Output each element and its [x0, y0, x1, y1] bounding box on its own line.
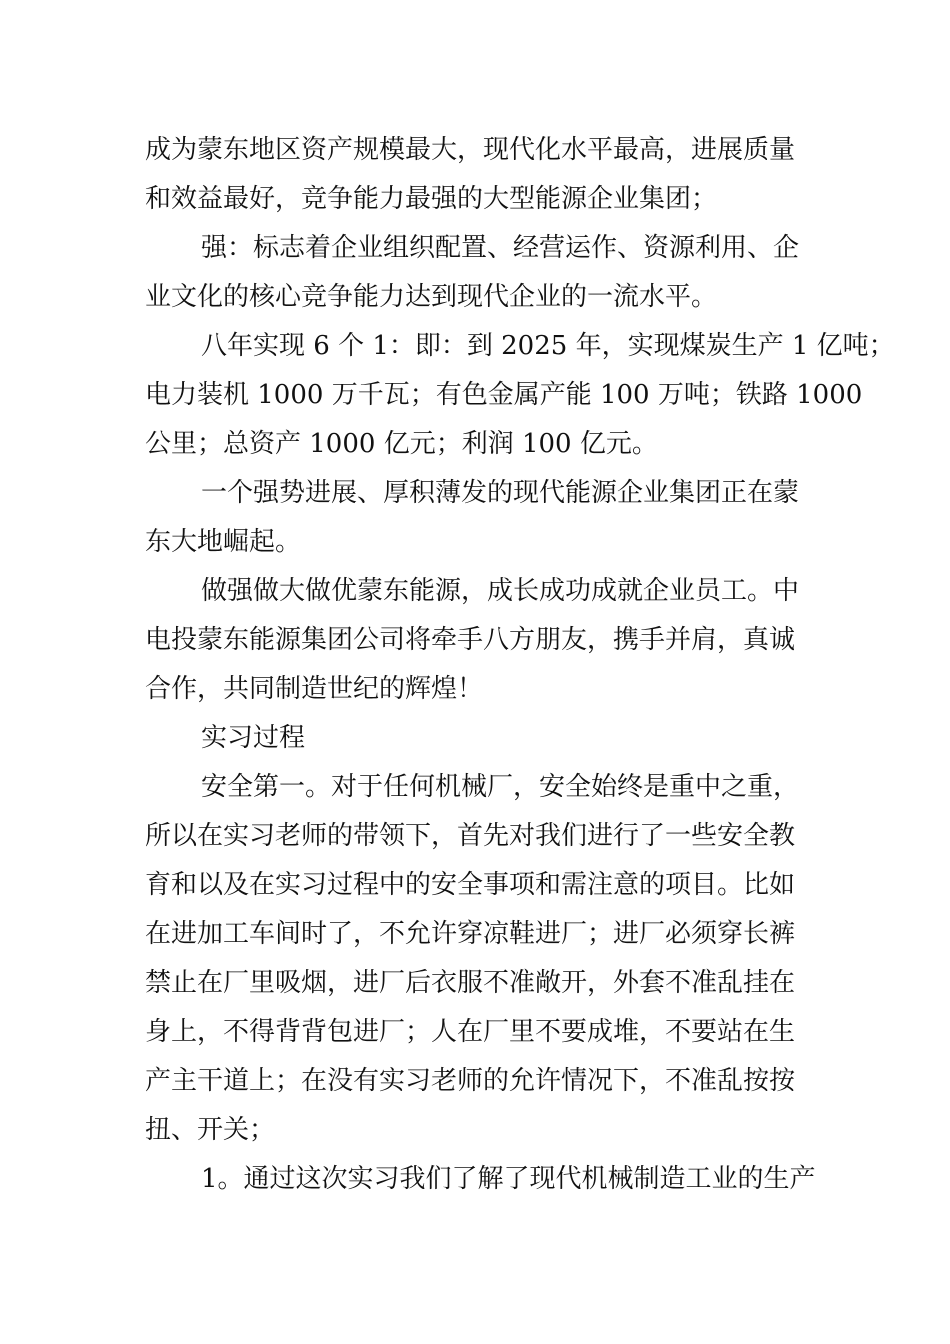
- text-line: 东大地崛起。: [145, 527, 302, 557]
- text-line: 安全第一。对于任何机械厂，安全始终是重中之重，: [201, 772, 800, 802]
- text-line: 产主干道上；在没有实习老师的允许情况下，不准乱按按: [145, 1066, 796, 1096]
- text-line: 做强做大做优蒙东能源，成长成功成就企业员工。中: [201, 576, 800, 606]
- text-line: 禁止在厂里吸烟，进厂后衣服不准敞开，外套不准乱挂在: [145, 968, 796, 998]
- text-line: 1。通过这次实习我们了解了现代机械制造工业的生产: [201, 1164, 816, 1194]
- text-line: 在进加工车间时了，不允许穿凉鞋进厂；进厂必须穿长裤: [145, 919, 796, 949]
- section-heading: 实习过程: [201, 723, 306, 753]
- text-line: 合作，共同制造世纪的辉煌！: [145, 674, 484, 704]
- text-line: 扭、开关；: [145, 1115, 276, 1145]
- text-line: 公里；总资产 1000 亿元；利润 100 亿元。: [145, 429, 658, 459]
- text-line: 身上，不得背背包进厂；人在厂里不要成堆，不要站在生: [145, 1017, 796, 1047]
- text-line: 所以在实习老师的带领下，首先对我们进行了一些安全教: [145, 821, 796, 851]
- document-body: [145, 126, 895, 1204]
- text-line: 育和以及在实习过程中的安全事项和需注意的项目。比如: [145, 870, 796, 900]
- text-line: 八年实现 6 个 1：即：到 2025 年，实现煤炭生产 1 亿吨；: [201, 331, 895, 361]
- text-line: 电投蒙东能源集团公司将牵手八方朋友，携手并肩，真诚: [145, 625, 796, 655]
- text-line: 成为蒙东地区资产规模最大，现代化水平最高，进展质量: [145, 135, 796, 165]
- text-line: 一个强势进展、厚积薄发的现代能源企业集团正在蒙: [201, 478, 800, 508]
- text-line: 电力装机 1000 万千瓦；有色金属产能 100 万吨；铁路 1000: [145, 380, 863, 410]
- text-line: 业文化的核心竞争能力达到现代企业的一流水平。: [145, 282, 718, 312]
- text-line: 和效益最好，竞争能力最强的大型能源企业集团；: [145, 184, 718, 214]
- text-line: 强：标志着企业组织配置、经营运作、资源利用、企: [201, 233, 800, 263]
